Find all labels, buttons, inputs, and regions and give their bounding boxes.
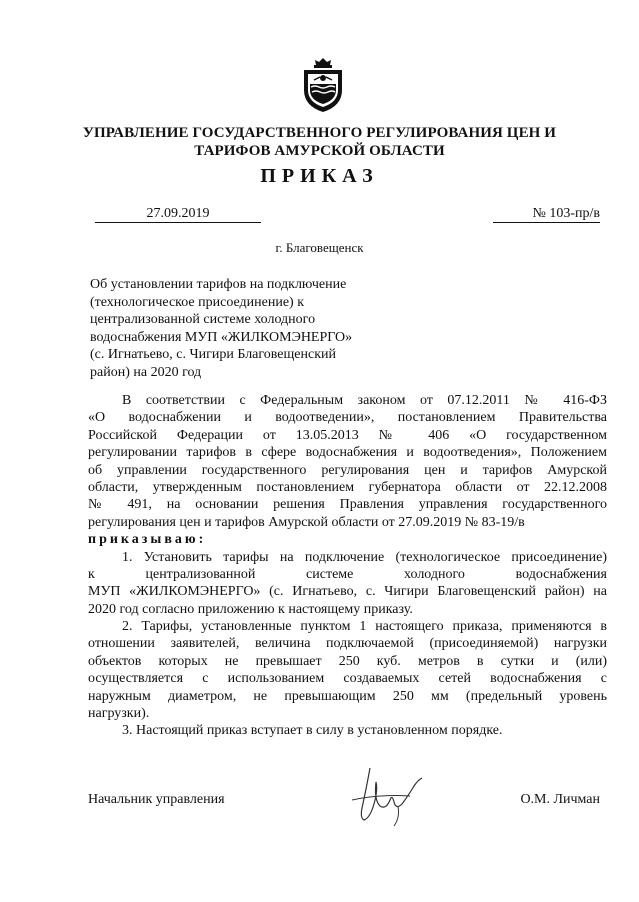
item-2-line: нагрузки). [88,706,150,722]
subject-line: (технологическое присоединение) к [90,294,305,310]
preamble-line: Российской Федерации от 13.05.2013 № 406 «О государственном [88,427,607,443]
subject-line: Об установлении тарифов на подключение [90,277,347,292]
item-1-line: 2020 год согласно приложению к настоящему приказу. [88,601,413,617]
item-1-line: 1. Установить тарифы на подключение (технологическое присоединение) [122,549,607,565]
item-2-line: осуществляется с использованием создаваемых сетей водоснабжения с [88,671,607,687]
org-name-line-1: УПРАВЛЕНИЕ ГОСУДАРСТВЕННОГО РЕГУЛИРОВАНИЯ ЦЕН И [82,125,557,141]
item-2-line: наружным диаметром, не превышающим 250 мм (предельный уровень [88,688,607,704]
item-1-line: МУП «ЖИЛКОМЭНЕРГО» (с. Игнатьево, с. Чигири Благовещенский район) на [88,584,607,600]
signer-name: О.М. Личман [520,792,600,807]
subject-line: район) на 2020 год [90,364,202,380]
item-2-line: объектов которых не превышает 250 куб. метров в сутки и (или) [88,653,607,669]
item-2-line: отношении заявителей, величина подключаемой (присоединяемой) нагрузки [88,636,607,652]
order-date: 27.09.2019 [95,206,261,223]
preamble-line: В соответствии с Федеральным законом от 07.12.2011 № 416-ФЗ [122,393,607,408]
subject-line: водоснабжения МУП «ЖИЛКОМЭНЕРГО» [90,329,353,345]
preamble-line: № 491, на основании решения Правления управления государственного [88,497,607,513]
preamble-line: регулировании тарифов в сфере водоснабжения и водоотведения», Положением [88,445,607,461]
preamble-line: об управлении государственного регулирования цен и тарифов Амурской [88,462,607,478]
preamble-line: регулирования цен и тарифов Амурской области от 27.09.2019 № 83-19/в [88,514,525,530]
item-3-line: 3. Настоящий приказ вступает в силу в установленном порядке. [122,723,503,739]
handwritten-signature-icon [340,760,440,830]
document-type-title: ПРИКАЗ [260,165,379,187]
preamble-line: области, утвержденным постановлением губернатора области от 22.12.2008 [88,479,607,495]
order-city: г. Благовещенск [275,240,364,255]
order-subject [90,276,390,382]
subject-line: централизованной системе холодного [90,312,316,328]
subject-line: (с. Игнатьево, с. Чигири Благовещенский [90,347,337,363]
signer-position: Начальник управления [88,792,225,807]
order-word: приказываю: [88,532,207,548]
item-1-line: к централизованной системе холодного водоснабжения [88,566,607,582]
preamble-line: «О водоснабжении и водоотведении», постановлением Правительства [88,410,607,426]
item-2-line: 2. Тарифы, установленные пунктом 1 настоящего приказа, применяются в [122,619,607,635]
order-body [88,392,607,740]
order-number: № 103-пр/в [493,206,600,223]
coat-of-arms-icon [300,56,346,114]
org-name-line-2: ТАРИФОВ АМУРСКОЙ ОБЛАСТИ [194,143,445,159]
